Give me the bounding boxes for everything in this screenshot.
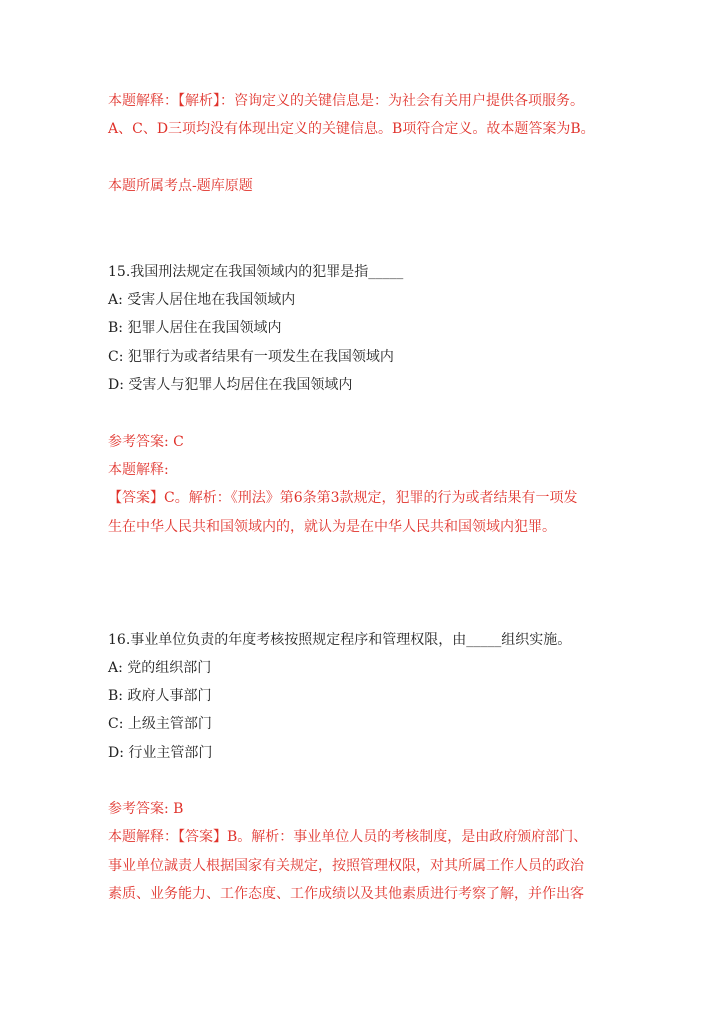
question-15-explanation-line-2: 生在中华人民共和国领域内的，就认为是在中华人民共和国领域内犯罪。 [108, 519, 556, 535]
question-15-answer: 参考答案: C [108, 434, 184, 450]
question-15-explain-label: 本题解释: [108, 462, 169, 478]
question-16-explanation-line-3: 素质、业务能力、工作态度、工作成绩以及其他素质进行考察了解，并作出客 [108, 886, 584, 902]
question-15-stem: 15.我国刑法规定在我国领域内的犯罪是指_____ [108, 264, 404, 280]
prev-explanation-line-2: A、C、D三项均没有体现出定义的关键信息。B项符合定义。故本题答案为B。 [108, 121, 595, 137]
question-15-option-a: A: 受害人居住地在我国领域内 [108, 292, 296, 308]
question-16-answer: 参考答案: B [108, 801, 184, 817]
question-15-explanation-line-1: 【答案】C。解析：《刑法》第6条第3款规定，犯罪的行为或者结果有一项发 [108, 490, 578, 506]
question-15-option-b: B: 犯罪人居住在我国领域内 [108, 320, 282, 336]
question-16-option-b: B: 政府人事部门 [108, 688, 212, 704]
question-15-option-c: C: 犯罪行为或者结果有一项发生在我国领域内 [108, 349, 394, 365]
question-15-option-d: D: 受害人与犯罪人均居住在我国领域内 [108, 377, 353, 393]
question-16-option-c: C: 上级主管部门 [108, 716, 212, 732]
prev-question-source: 本题所属考点-题库原题 [108, 178, 253, 194]
question-16-option-d: D: 行业主管部门 [108, 745, 213, 761]
question-16-explanation-line-2: 事业单位誠责人根据国家有关规定，按照管理权限，对其所属工作人员的政治 [108, 858, 584, 874]
prev-explanation-line-1: 本题解释：【解析】：咨询定义的关键信息是：为社会有关用户提供各项服务。 [108, 93, 584, 109]
question-16-stem: 16.事业单位负责的年度考核按照规定程序和管理权限，由_____组织实施。 [108, 632, 572, 648]
question-16-explanation-line-1: 本题解释：【答案】B。解析：事业单位人员的考核制度，是由政府颁府部门、 [108, 829, 588, 845]
question-16-option-a: A: 党的组织部门 [108, 660, 212, 676]
